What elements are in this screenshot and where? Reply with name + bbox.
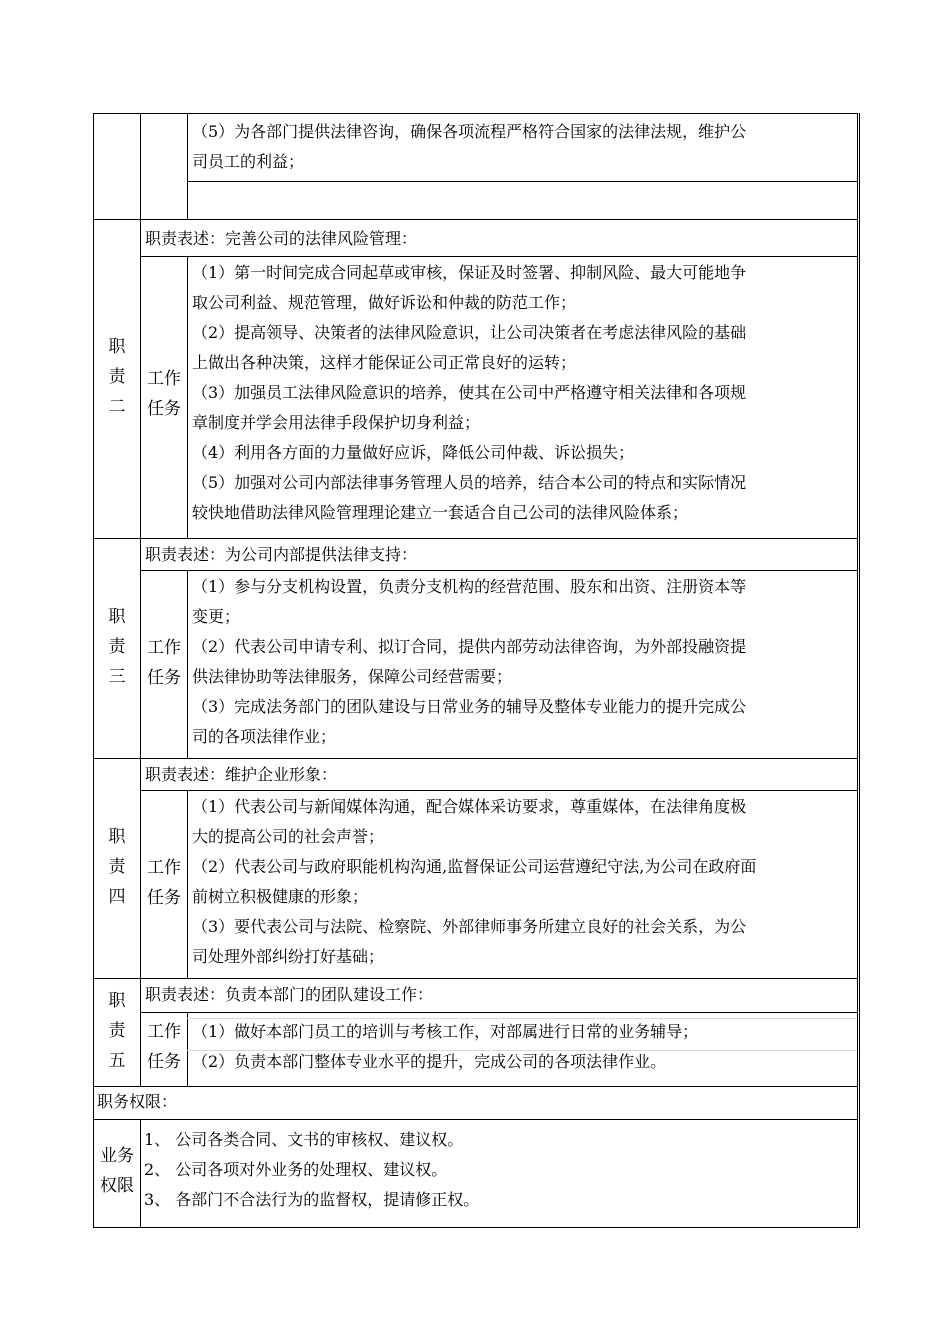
task-line: （5）加强对公司内部法律事务管理人员的培养，结合本公司的特点和实际情况	[192, 473, 747, 492]
task-line: 变更；	[192, 607, 241, 626]
section-2-task-label: 工作 任务	[147, 369, 181, 419]
section-4-tasks	[192, 792, 856, 972]
task-line: 上做出各种决策，这样才能保证公司正常良好的运转；	[192, 353, 577, 372]
task-line: 章制度并学会用法律手段保护切身利益；	[192, 413, 481, 432]
authority-item: 2、 公司各项对外业务的处理权、建议权。	[144, 1160, 448, 1179]
task-line: （2）负责本部门整体专业水平的提升，完成公司的各项法律作业。	[192, 1052, 667, 1071]
col-divider	[187, 256, 188, 538]
table-bottom-border	[93, 1227, 858, 1228]
row-divider	[93, 978, 858, 979]
text-line: （5）为各部门提供法律咨询，确保各项流程严格符合国家的法律法规，维护公	[192, 122, 747, 141]
text-line: 司员工的利益；	[192, 152, 305, 171]
section-3-tasks	[192, 572, 856, 752]
row-divider	[93, 758, 858, 759]
col-divider	[187, 790, 188, 978]
desc-divider	[140, 256, 858, 257]
task-line: （1）参与分支机构设置，负责分支机构的经营范围、股东和出资、注册资本等	[192, 577, 747, 596]
table-right-border	[857, 113, 858, 1228]
authority-items	[144, 1125, 844, 1215]
task-line: 大的提高公司的社会声誉；	[192, 827, 385, 846]
task-line: （3）要代表公司与法院、检察院、外部律师事务所建立良好的社会关系，为公	[192, 917, 747, 936]
section-5-task-label: 工作 任务	[147, 1022, 181, 1072]
desc-divider	[140, 1012, 858, 1013]
col-divider	[140, 1119, 141, 1227]
col-divider	[187, 570, 188, 758]
section-4-label: 职 责 四	[108, 827, 126, 907]
section-2-tasks	[192, 258, 856, 528]
task-line: （4）利用各方面的力量做好应诉，降低公司仲裁、诉讼损失；	[192, 443, 635, 462]
task-line: 较快地借助法律风险管理理论建立一套适合自己公司的法律风险体系；	[192, 503, 689, 522]
row-divider	[93, 1119, 858, 1120]
section-5-tasks	[192, 1017, 856, 1077]
desc-divider	[140, 570, 858, 571]
section-5-description: 职责表述：负责本部门的团队建设工作：	[145, 985, 434, 1004]
task-line: 司的各项法律作业；	[192, 727, 337, 746]
task-line: 司处理外部纠纷打好基础；	[192, 947, 385, 966]
task-line: （1）第一时间完成合同起草或审核，保证及时签署、抑制风险、最大可能地争	[192, 263, 747, 282]
task-line: 前树立积极健康的形象；	[192, 887, 369, 906]
table-top-border	[93, 113, 858, 114]
table-right-border-double	[859, 113, 860, 1228]
task-line: （2）提高领导、决策者的法律风险意识，让公司决策者在考虑法律风险的基础	[192, 323, 747, 342]
top-continuation-text	[192, 117, 852, 177]
row-divider	[93, 538, 858, 539]
col-divider-1	[140, 113, 141, 219]
section-4-description: 职责表述：维护企业形象：	[145, 765, 338, 784]
section-3-description: 职责表述：为公司内部提供法律支持：	[145, 545, 418, 564]
authority-heading: 职务权限：	[97, 1092, 178, 1111]
section-5-label: 职 责 五	[108, 991, 126, 1071]
col-divider	[187, 1012, 188, 1086]
section-2-description: 职责表述：完善公司的法律风险管理：	[145, 229, 418, 248]
section-2-label: 职 责 二	[108, 337, 126, 417]
task-line: （2）代表公司与政府职能机构沟通,监督保证公司运营遵纪守法,为公司在政府面	[192, 857, 757, 876]
authority-label: 业务 权限	[100, 1146, 134, 1196]
task-line: 供法律协助等法律服务，保障公司经营需要；	[192, 667, 513, 686]
inner-divider	[187, 181, 857, 182]
col-divider-2	[187, 113, 188, 219]
table-left-border	[93, 113, 94, 1228]
task-line: （2）代表公司申请专利、拟订合同，提供内部劳动法律咨询，为外部投融资提	[192, 637, 747, 656]
section-4-task-label: 工作 任务	[147, 858, 181, 908]
task-line: 取公司利益、规范管理，做好诉讼和仲裁的防范工作；	[192, 293, 577, 312]
task-line: （1）做好本部门员工的培训与考核工作，对部属进行日常的业务辅导；	[192, 1022, 699, 1041]
section-3-task-label: 工作 任务	[147, 638, 181, 688]
section-3-label: 职 责 三	[108, 607, 126, 687]
row-divider	[93, 219, 858, 220]
task-line: （3）完成法务部门的团队建设与日常业务的辅导及整体专业能力的提升完成公	[192, 697, 747, 716]
authority-item: 3、 各部门不合法行为的监督权，提请修正权。	[144, 1190, 480, 1209]
desc-divider	[140, 790, 858, 791]
authority-item: 1、 公司各类合同、文书的审核权、建议权。	[144, 1130, 464, 1149]
task-line: （3）加强员工法律风险意识的培养，使其在公司中严格遵守相关法律和各项规	[192, 383, 747, 402]
task-line: （1）代表公司与新闻媒体沟通，配合媒体采访要求，尊重媒体，在法律角度极	[192, 797, 747, 816]
